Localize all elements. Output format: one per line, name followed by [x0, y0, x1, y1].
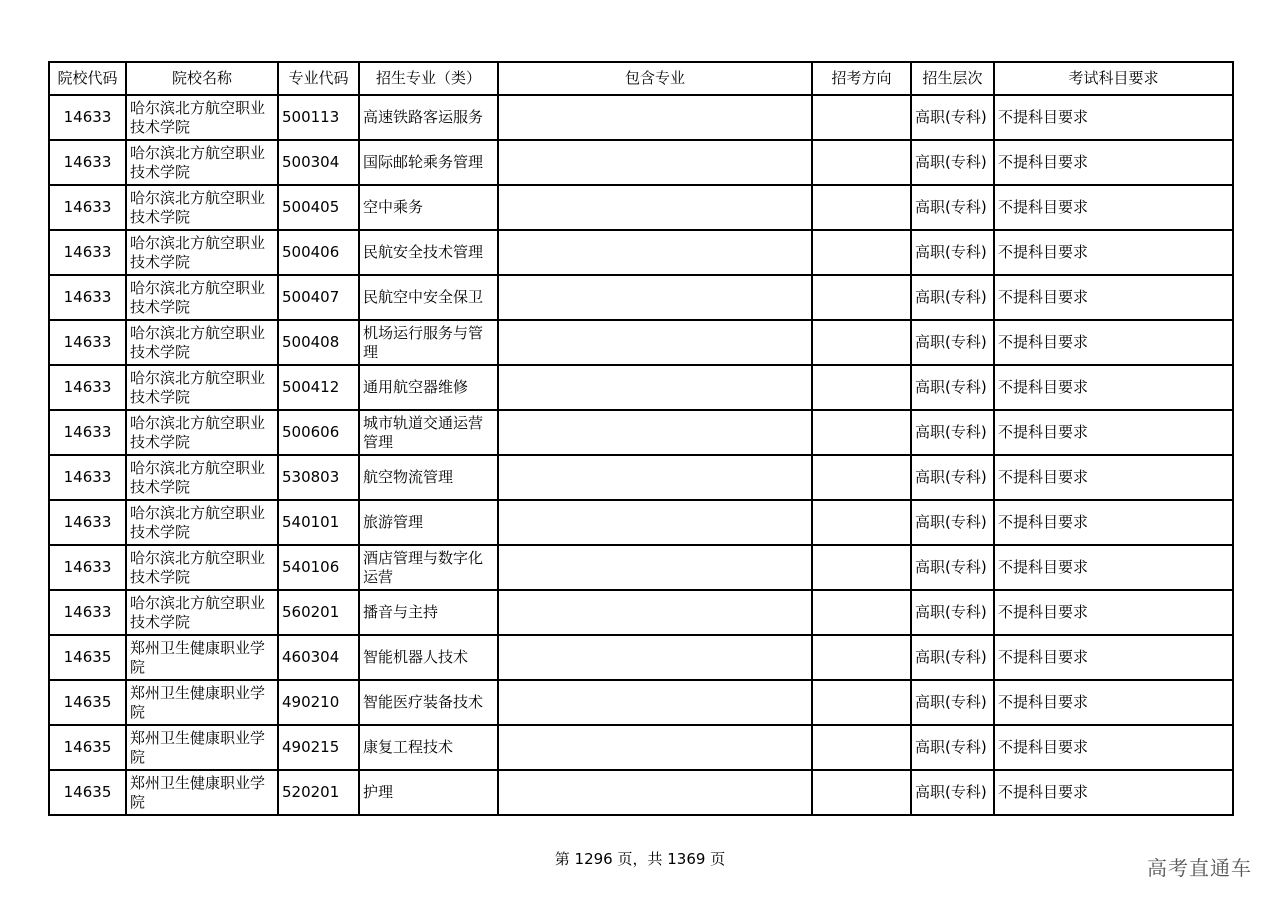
- cell-requirement: 不提科目要求: [994, 500, 1233, 545]
- cell-level: 高职(专科): [911, 590, 994, 635]
- cell-level: 高职(专科): [911, 635, 994, 680]
- cell-school-name: 哈尔滨北方航空职业技术学院: [126, 95, 278, 140]
- cell-level: 高职(专科): [911, 770, 994, 815]
- cell-requirement: 不提科目要求: [994, 545, 1233, 590]
- cell-major-code: 500406: [278, 230, 359, 275]
- cell-requirement: 不提科目要求: [994, 680, 1233, 725]
- cell-school-name: 哈尔滨北方航空职业技术学院: [126, 275, 278, 320]
- table-row: [49, 410, 1233, 455]
- table-row: [49, 725, 1233, 770]
- table-row: [49, 320, 1233, 365]
- cell-includes: [498, 455, 812, 500]
- col-header-school-code: 院校代码: [49, 62, 126, 95]
- cell-level: 高职(专科): [911, 230, 994, 275]
- cell-direction: [812, 365, 911, 410]
- cell-level: 高职(专科): [911, 500, 994, 545]
- cell-major-code: 500405: [278, 185, 359, 230]
- cell-major-code: 500113: [278, 95, 359, 140]
- cell-direction: [812, 635, 911, 680]
- cell-major: 机场运行服务与管理: [359, 320, 498, 365]
- cell-major: 航空物流管理: [359, 455, 498, 500]
- cell-school-code: 14633: [49, 455, 126, 500]
- cell-school-code: 14633: [49, 95, 126, 140]
- cell-school-name: 哈尔滨北方航空职业技术学院: [126, 365, 278, 410]
- cell-requirement: 不提科目要求: [994, 95, 1233, 140]
- cell-requirement: 不提科目要求: [994, 320, 1233, 365]
- watermark-logo: 高考直通车: [1147, 856, 1252, 880]
- cell-school-name: 哈尔滨北方航空职业技术学院: [126, 185, 278, 230]
- cell-includes: [498, 545, 812, 590]
- cell-major-code: 500606: [278, 410, 359, 455]
- cell-requirement: 不提科目要求: [994, 185, 1233, 230]
- cell-major: 城市轨道交通运营管理: [359, 410, 498, 455]
- cell-major-code: 540101: [278, 500, 359, 545]
- cell-school-code: 14633: [49, 590, 126, 635]
- cell-major-code: 500407: [278, 275, 359, 320]
- cell-major: 旅游管理: [359, 500, 498, 545]
- cell-major: 空中乘务: [359, 185, 498, 230]
- cell-level: 高职(专科): [911, 320, 994, 365]
- cell-school-code: 14633: [49, 275, 126, 320]
- cell-school-code: 14633: [49, 185, 126, 230]
- cell-direction: [812, 275, 911, 320]
- cell-school-code: 14633: [49, 410, 126, 455]
- cell-level: 高职(专科): [911, 140, 994, 185]
- table-row: [49, 140, 1233, 185]
- cell-direction: [812, 500, 911, 545]
- cell-direction: [812, 185, 911, 230]
- cell-includes: [498, 680, 812, 725]
- cell-major-code: 540106: [278, 545, 359, 590]
- cell-level: 高职(专科): [911, 185, 994, 230]
- cell-direction: [812, 725, 911, 770]
- table-row: [49, 680, 1233, 725]
- cell-level: 高职(专科): [911, 275, 994, 320]
- cell-major: 民航安全技术管理: [359, 230, 498, 275]
- cell-major-code: 500412: [278, 365, 359, 410]
- col-header-requirement: 考试科目要求: [994, 62, 1233, 95]
- cell-level: 高职(专科): [911, 95, 994, 140]
- cell-school-code: 14633: [49, 545, 126, 590]
- cell-major: 护理: [359, 770, 498, 815]
- table-row: [49, 545, 1233, 590]
- cell-major-code: 500408: [278, 320, 359, 365]
- cell-school-name: 哈尔滨北方航空职业技术学院: [126, 230, 278, 275]
- cell-school-name: 哈尔滨北方航空职业技术学院: [126, 590, 278, 635]
- page-number: 第 1296 页，共 1369 页: [554, 850, 726, 868]
- col-header-direction: 招考方向: [812, 62, 911, 95]
- cell-includes: [498, 410, 812, 455]
- col-header-major-code: 专业代码: [278, 62, 359, 95]
- cell-requirement: 不提科目要求: [994, 635, 1233, 680]
- cell-school-code: 14635: [49, 635, 126, 680]
- col-header-includes: 包含专业: [498, 62, 812, 95]
- cell-requirement: 不提科目要求: [994, 455, 1233, 500]
- cell-level: 高职(专科): [911, 410, 994, 455]
- cell-requirement: 不提科目要求: [994, 230, 1233, 275]
- cell-includes: [498, 590, 812, 635]
- table-row: [49, 365, 1233, 410]
- cell-direction: [812, 590, 911, 635]
- cell-school-name: 哈尔滨北方航空职业技术学院: [126, 455, 278, 500]
- cell-school-name: 哈尔滨北方航空职业技术学院: [126, 140, 278, 185]
- cell-school-name: 郑州卫生健康职业学院: [126, 635, 278, 680]
- cell-school-code: 14635: [49, 770, 126, 815]
- cell-major-code: 520201: [278, 770, 359, 815]
- cell-school-name: 哈尔滨北方航空职业技术学院: [126, 545, 278, 590]
- cell-requirement: 不提科目要求: [994, 410, 1233, 455]
- cell-level: 高职(专科): [911, 365, 994, 410]
- cell-major: 民航空中安全保卫: [359, 275, 498, 320]
- col-header-major: 招生专业（类）: [359, 62, 498, 95]
- cell-major-code: 530803: [278, 455, 359, 500]
- cell-includes: [498, 95, 812, 140]
- cell-school-name: 郑州卫生健康职业学院: [126, 680, 278, 725]
- table-row: [49, 500, 1233, 545]
- cell-direction: [812, 140, 911, 185]
- cell-direction: [812, 410, 911, 455]
- cell-requirement: 不提科目要求: [994, 770, 1233, 815]
- cell-major: 国际邮轮乘务管理: [359, 140, 498, 185]
- cell-school-code: 14633: [49, 500, 126, 545]
- cell-requirement: 不提科目要求: [994, 140, 1233, 185]
- col-header-school-name: 院校名称: [126, 62, 278, 95]
- cell-includes: [498, 770, 812, 815]
- header-row: [49, 62, 1233, 95]
- table-row: [49, 455, 1233, 500]
- cell-direction: [812, 230, 911, 275]
- table-row: [49, 95, 1233, 140]
- table-row: [49, 185, 1233, 230]
- cell-direction: [812, 545, 911, 590]
- cell-major-code: 460304: [278, 635, 359, 680]
- cell-major-code: 560201: [278, 590, 359, 635]
- cell-includes: [498, 275, 812, 320]
- cell-major: 通用航空器维修: [359, 365, 498, 410]
- cell-school-code: 14633: [49, 365, 126, 410]
- cell-includes: [498, 320, 812, 365]
- cell-direction: [812, 455, 911, 500]
- cell-major-code: 490210: [278, 680, 359, 725]
- cell-includes: [498, 365, 812, 410]
- cell-school-name: 哈尔滨北方航空职业技术学院: [126, 320, 278, 365]
- cell-school-code: 14635: [49, 725, 126, 770]
- cell-direction: [812, 320, 911, 365]
- cell-direction: [812, 770, 911, 815]
- cell-school-code: 14633: [49, 320, 126, 365]
- table-row: [49, 275, 1233, 320]
- cell-direction: [812, 95, 911, 140]
- table-row: [49, 770, 1233, 815]
- cell-includes: [498, 140, 812, 185]
- cell-school-name: 哈尔滨北方航空职业技术学院: [126, 410, 278, 455]
- cell-direction: [812, 680, 911, 725]
- cell-level: 高职(专科): [911, 455, 994, 500]
- cell-includes: [498, 230, 812, 275]
- cell-major: 酒店管理与数字化运营: [359, 545, 498, 590]
- cell-major-code: 490215: [278, 725, 359, 770]
- cell-level: 高职(专科): [911, 680, 994, 725]
- cell-requirement: 不提科目要求: [994, 365, 1233, 410]
- cell-school-code: 14633: [49, 140, 126, 185]
- cell-school-code: 14635: [49, 680, 126, 725]
- cell-major-code: 500304: [278, 140, 359, 185]
- cell-major: 智能医疗装备技术: [359, 680, 498, 725]
- cell-includes: [498, 185, 812, 230]
- cell-level: 高职(专科): [911, 545, 994, 590]
- cell-includes: [498, 635, 812, 680]
- cell-level: 高职(专科): [911, 725, 994, 770]
- cell-major: 高速铁路客运服务: [359, 95, 498, 140]
- cell-requirement: 不提科目要求: [994, 725, 1233, 770]
- cell-school-code: 14633: [49, 230, 126, 275]
- table-row: [49, 230, 1233, 275]
- cell-major: 康复工程技术: [359, 725, 498, 770]
- table-row: [49, 590, 1233, 635]
- cell-school-name: 郑州卫生健康职业学院: [126, 770, 278, 815]
- cell-requirement: 不提科目要求: [994, 590, 1233, 635]
- cell-includes: [498, 725, 812, 770]
- cell-major: 播音与主持: [359, 590, 498, 635]
- cell-requirement: 不提科目要求: [994, 275, 1233, 320]
- admissions-table: [48, 61, 1234, 816]
- cell-school-name: 郑州卫生健康职业学院: [126, 725, 278, 770]
- cell-major: 智能机器人技术: [359, 635, 498, 680]
- cell-school-name: 哈尔滨北方航空职业技术学院: [126, 500, 278, 545]
- cell-includes: [498, 500, 812, 545]
- table-row: [49, 635, 1233, 680]
- col-header-level: 招生层次: [911, 62, 994, 95]
